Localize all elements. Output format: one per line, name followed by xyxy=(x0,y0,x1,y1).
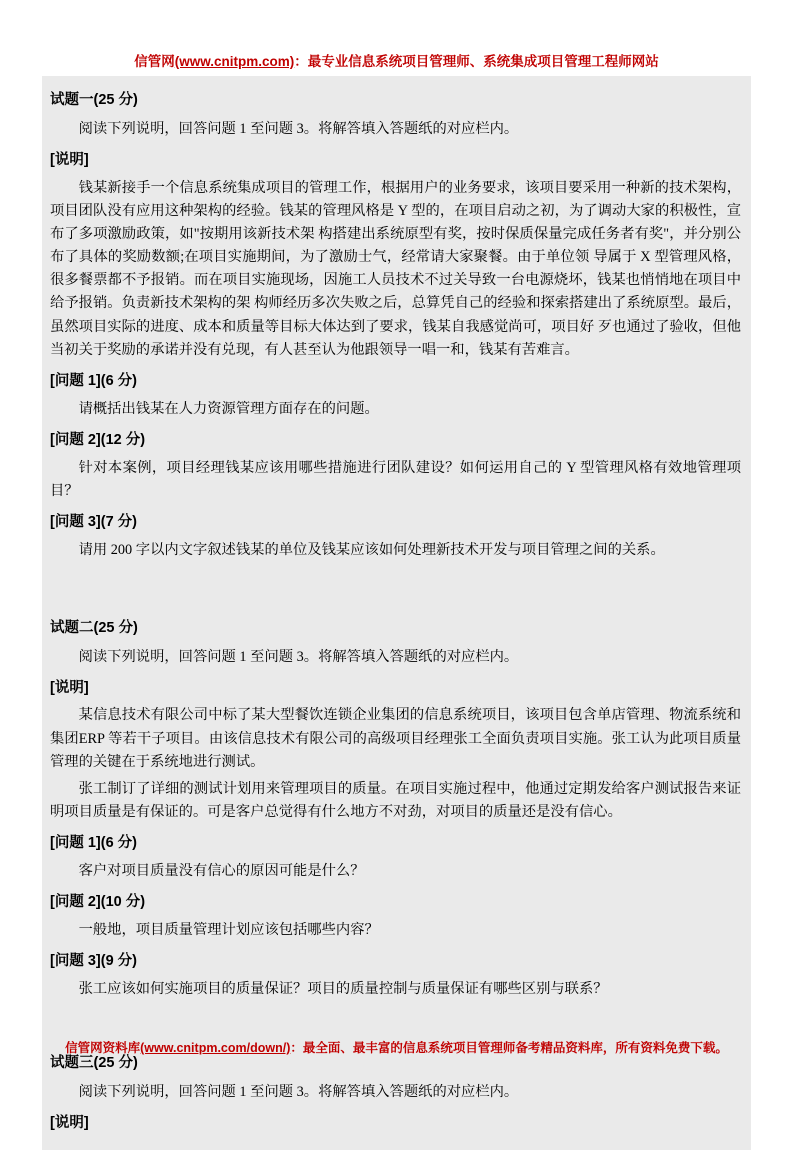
question-2-explain-paragraph-1: 某信息技术有限公司中标了某大型餐饮连锁企业集团的信息系统项目，该项目包含单店管理、物流系统和集团ERP 等若干子项目。由该信息技术有限公司的高级项目经理张工全面负责项目实施。张工认为此项目质量管理的关键在于系统地进行测试。 xyxy=(50,707,741,770)
question-2-item-1-label: [问题 1](6 分) xyxy=(50,835,137,852)
question-2-item-3-label: [问题 3](9 分) xyxy=(50,953,137,970)
question-2-item-1-text: 客户对项目质量没有信心的原因可能是什么？ xyxy=(78,862,365,879)
site-footer-banner xyxy=(0,1038,793,1056)
site-header-banner xyxy=(0,50,793,70)
question-3-explain-label: [说明] xyxy=(50,1114,89,1131)
header-site-url[interactable]: (www.cnitpm.com) xyxy=(174,54,295,69)
question-1-title: 试题一(25 分) xyxy=(50,92,138,108)
question-2-explain-label: [说明] xyxy=(50,679,89,696)
question-1-item-3-text: 请用 200 字以内文字叙述钱某的单位及钱某应该如何处理新技术开发与项目管理之间的关系。 xyxy=(78,541,665,558)
question-2-item-2-label: [问题 2](10 分) xyxy=(50,894,146,911)
question-1-item-2-label: [问题 2](12 分) xyxy=(50,431,146,448)
question-2-intro: 阅读下列说明，回答问题 1 至问题 3。将解答填入答题纸的对应栏内。 xyxy=(78,648,519,665)
question-1-intro: 阅读下列说明，回答问题 1 至问题 3。将解答填入答题纸的对应栏内。 xyxy=(78,120,519,137)
section-spacer-1 xyxy=(50,566,741,612)
footer-site-name: 信管网资料库 xyxy=(65,1041,141,1055)
question-1-item-1-text: 请概括出钱某在人力资源管理方面存在的问题。 xyxy=(78,400,379,417)
question-1-explain-text: 钱某新接手一个信息系统集成项目的管理工作，根据用户的业务要求，该项目要采用一种新的技术架构，项目团队没有应用这种架构的经验。钱某的管理风格是 Y 型的，在项目启动之初，为了调动大家的积极性，宣布了多项激励政策，如"按期用该新技术架 构搭建出系统原型有奖，按时保质保量完成任务者有奖"，并分别公布了具体的奖励数额;在项目实施期间，为了激励士气，经常请大家聚餐。由于单位领 导属于 X 型管理风格，很多餐票都不予报销。而在项目实施现场，因施工人员技术不过关导致一台电源烧坏，钱某也悄悄地在项目中给予报销。负责新技术架构的架 构师经历多次失败之后，总算凭自己的经验和探索搭建出了系统原型。最后，虽然项目实际的进度、成本和质量等目标大体达到了要求，钱某自我感觉尚可，项目好 歹也通过了验收，但他当初关于奖励的承诺并没有兑现，有人甚至认为他跟领导一唱一和，钱某有苦难言。 xyxy=(50,179,741,358)
question-1-explain-label: [说明] xyxy=(50,151,89,168)
question-3-intro: 阅读下列说明，回答问题 1 至问题 3。将解答填入答题纸的对应栏内。 xyxy=(78,1083,519,1100)
question-2-explain-paragraph-2: 张工制订了详细的测试计划用来管理项目的质量。在项目实施过程中，他通过定期发给客户测试报告来证明项目质量是有保证的。可是客户总觉得有什么地方不对劲，对项目的质量还是没有信心。 xyxy=(50,780,741,821)
question-2-item-3-text: 张工应该如何实施项目的质量保证？项目的质量控制与质量保证有哪些区别与联系？ xyxy=(78,980,608,997)
exam-content-block xyxy=(42,76,751,1150)
footer-site-url[interactable]: (www.cnitpm.com/down/) xyxy=(140,1041,291,1055)
question-2-title: 试题二(25 分) xyxy=(50,619,138,636)
header-tagline: ：最专业信息系统项目管理师、系统集成项目管理工程师网站 xyxy=(294,54,659,69)
header-site-name: 信管网 xyxy=(134,54,175,69)
footer-tagline: ：最全面、最丰富的信息系统项目管理师备考精品资料库，所有资料免费下载。 xyxy=(290,1041,728,1055)
question-1-item-1-label: [问题 1](6 分) xyxy=(50,372,137,389)
question-1-item-2-text: 针对本案例，项目经理钱某应该用哪些措施进行团队建设？如何运用自己的 Y 型管理风格有效地管理项目？ xyxy=(50,459,741,499)
question-3-title: 试题三(25 分) xyxy=(50,1054,138,1071)
question-2-item-2-text: 一般地，项目质量管理计划应该包括哪些内容？ xyxy=(78,921,379,938)
question-1-item-3-label: [问题 3](7 分) xyxy=(50,513,137,530)
